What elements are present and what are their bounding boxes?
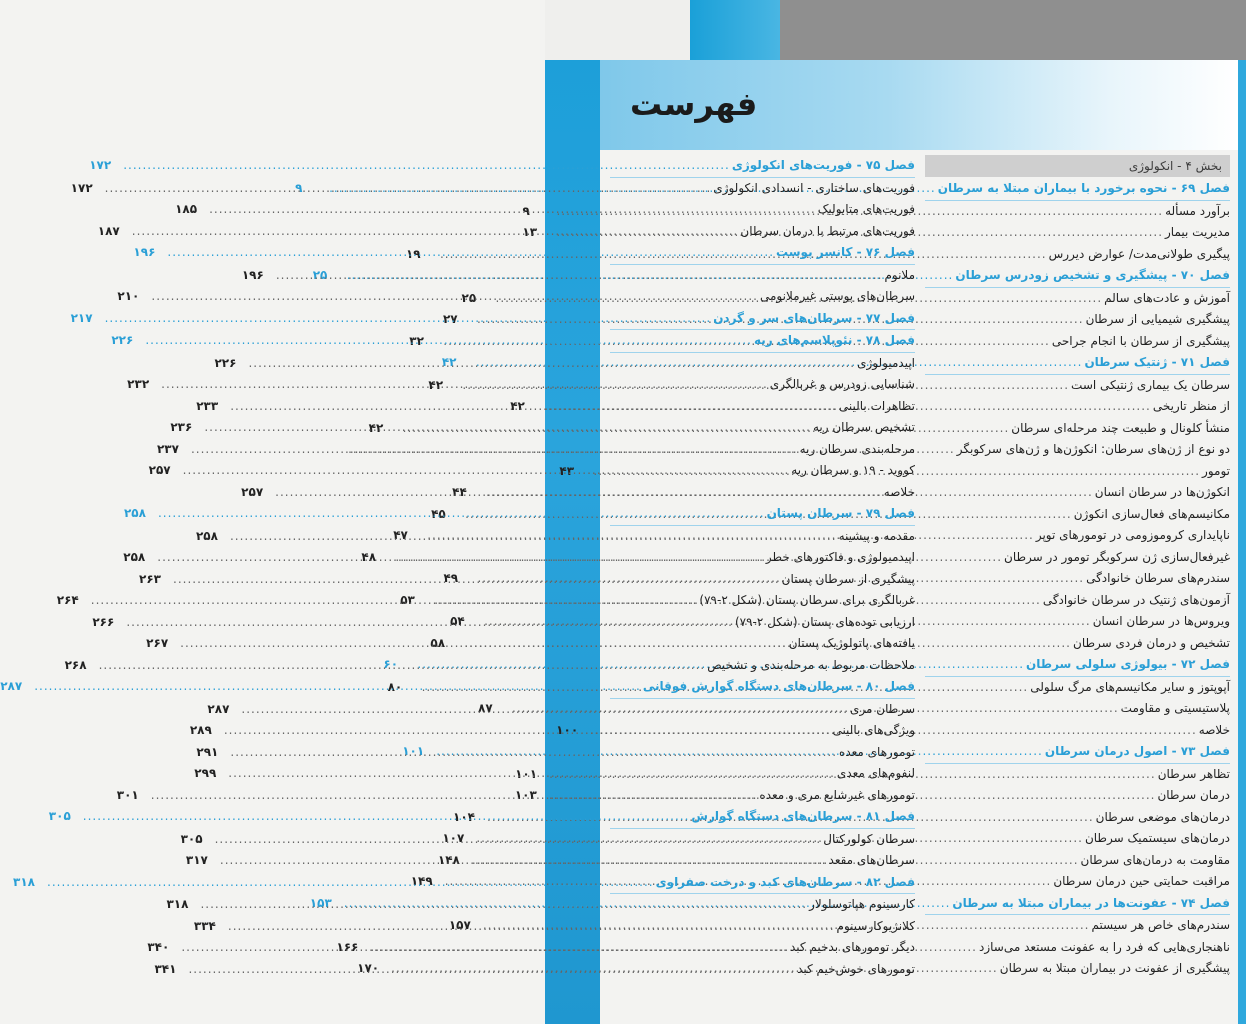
toc-entry-label: سرطان یک بیماری ژنتیکی است [1071, 377, 1230, 392]
toc-entry-label: پیگیری طولانی‌مدت/ عوارض دیررس [1048, 246, 1230, 261]
toc-page-number: ۴۲ [510, 399, 525, 413]
toc-page-number: ۱۷۲ [70, 180, 93, 195]
toc-chapter-row [133, 242, 915, 265]
toc-entry-label: فصل ۶۹ - نحوه برخورد با بیماران مبتلا به سرطان [937, 181, 1230, 195]
toc-page-number: ۲۲۶ [214, 355, 237, 370]
dot-leader [181, 937, 788, 959]
toc-entry-label: درمان سرطان [1157, 788, 1230, 802]
toc-entry-label: فصل ۷۶ - کانسر پوست [776, 245, 915, 259]
toc-entry-label: شناسایی زودرس و غربالگری [769, 377, 915, 391]
toc-page-number: ۳۰۱ [116, 787, 139, 802]
toc-page-number: ۳۱۸ [13, 874, 35, 889]
dot-leader [151, 286, 758, 308]
toc-entry-label: ناپایداری کروموزومی در تومورهای توپر [1035, 528, 1230, 542]
toc-page-number: ۲۶۶ [92, 614, 115, 629]
dot-leader [220, 850, 827, 872]
toc-page-number: ۲۵۷ [241, 484, 264, 499]
dot-leader [180, 633, 787, 655]
toc-entry-label: غربالگری برای سرطان پستان (شکل ۲-۷۹) [699, 593, 915, 607]
toc-page-number: ۲۳۷ [156, 441, 179, 456]
dot-leader [99, 655, 706, 677]
dot-leader [34, 676, 641, 698]
toc-entry-label: فوریت‌های متابولیک [817, 202, 915, 216]
toc-page-number: ۱۰۴ [453, 809, 476, 824]
toc-entry-label: تومورهای خوش‌خیم کبد [797, 961, 915, 976]
dot-leader [126, 612, 733, 634]
dot-leader [200, 894, 807, 916]
toc-entry-label: فصل ۸۰ - سرطان‌های دستگاه گوارش فوقانی [642, 679, 915, 693]
toc-page-number: ۴۲ [441, 355, 457, 369]
toc-page-number: ۴۹ [443, 571, 459, 585]
toc-page-number: ۵۸ [430, 635, 446, 650]
toc-entry-label: درمان‌های سیستمیک سرطان [1084, 831, 1230, 845]
toc-entry-label: پیشگیری شیمیایی از سرطان [1085, 312, 1230, 326]
toc-page-number: ۴۷ [393, 528, 408, 542]
dot-leader [215, 829, 822, 851]
toc-entry-label: دیگر تومورهای بدخیم کبد [789, 940, 915, 954]
dot-leader [132, 221, 739, 243]
page-corner [545, 0, 690, 60]
toc-page-number: ۲۵۸ [123, 506, 146, 520]
toc-chapter-row [89, 155, 915, 178]
toc-entry-label: آموزش و عادت‌های سالم [1104, 290, 1230, 305]
toc-page-number: ۵۳ [400, 592, 415, 607]
dot-leader [275, 482, 882, 504]
toc-page-number: ۱۵۳ [309, 895, 332, 910]
toc-page-number: ۹ [295, 181, 303, 195]
toc-entry-label: اپیدمیولوژی [857, 355, 915, 370]
toc-page-number: ۲۱۰ [117, 289, 140, 303]
toc-entry-label: آزمون‌های ژنتیک در سرطان خانوادگی [1042, 592, 1230, 607]
toc-page-number: ۲۹۱ [196, 744, 219, 759]
toc-entry-label: غیرفعال‌سازی ژن سرکوبگر تومور در سرطان [1004, 549, 1230, 564]
toc-entry-label: فوریت‌های ساختاری - انسدادی انکولوژی [713, 180, 915, 195]
toc-entry-label: سندرم‌های سرطان خانوادگی [1086, 571, 1230, 585]
page-title: فهرست [630, 85, 758, 123]
dot-leader [105, 178, 712, 200]
toc-page-number: ۸۷ [478, 701, 493, 715]
toc-page-number: ۳۲ [409, 333, 424, 348]
toc-entry-label: فصل ۷۹ - سرطان پستان [766, 506, 915, 520]
dot-leader [161, 374, 768, 396]
toc-page-number: ۱۹۶ [133, 245, 156, 259]
toc-entry-label: پیشگیری از سرطان پستان [781, 571, 915, 586]
toc-entry-label: ناهنجاری‌هایی که فرد را به عفونت مستعد می‌سازد [979, 939, 1230, 954]
dot-leader [241, 699, 848, 721]
dot-leader [91, 590, 698, 612]
toc-entry-label: سرطان مری [850, 701, 915, 716]
toc-page-number: ۲۳۳ [196, 398, 219, 413]
dot-leader [191, 439, 798, 461]
toc-page-number: ۱۹ [405, 246, 421, 261]
toc-page-number: ۱۷۰ [357, 961, 380, 975]
toc-entry-row [175, 199, 915, 221]
toc-page-number: ۴۲ [368, 420, 384, 435]
dot-leader [224, 720, 831, 742]
toc-entry-label: آپوپتوز و سایر مکانیسم‌های مرگ سلولی [1030, 679, 1230, 694]
toc-page-number: ۲۸۷ [207, 701, 230, 716]
toc-page-number: ۲۸۹ [189, 723, 212, 737]
toc-entry-label: فصل ۷۲ - بیولوژی سلولی سرطان [1026, 657, 1230, 671]
dot-leader [158, 503, 765, 525]
toc-page-number: ۴۸ [361, 549, 377, 564]
toc-page-number: ۳۱۷ [185, 853, 208, 867]
toc-entry-row [70, 178, 915, 200]
dot-leader [123, 155, 730, 177]
toc-entry-label: کارسینوم هپاتوسلولار [809, 897, 915, 911]
dot-leader [167, 242, 774, 264]
toc-page-number: ۲۷ [442, 312, 458, 326]
toc-page-number: ۴۲ [428, 377, 444, 392]
toc-entry-label: مقاومت به درمان‌های سرطان [1080, 852, 1230, 867]
toc-page-number: ۱۰۳ [514, 788, 537, 802]
toc-page-number: ۱۴۹ [410, 874, 433, 888]
toc-entry-label: پیشگیری از سرطان با انجام جراحی [1051, 333, 1230, 348]
toc-entry-label: فصل ۷۳ - اصول درمان سرطان [1044, 744, 1230, 758]
toc-page-number: ۲۵۷ [148, 463, 171, 477]
toc-page-number: ۱۰۱ [515, 766, 538, 781]
dot-leader [151, 785, 758, 807]
toc-page-number: ۴۴ [452, 485, 467, 499]
toc-entry-label: ارزیابی توده‌های پستان (شکل ۲-۷۹) [734, 614, 915, 629]
dot-leader [188, 959, 795, 981]
dot-leader [228, 916, 835, 938]
toc-entry-label: مکانیسم‌های فعال‌سازی انکوژن [1073, 506, 1230, 521]
toc-entry-label: پلاستیسیتی و مقاومت [1120, 701, 1230, 715]
toc-entry-label: فصل ۸۱ - سرطان‌های دستگاه گوارش [691, 809, 915, 823]
toc-entry-label: مدیریت بیمار [1165, 225, 1230, 239]
toc-entry-label: فصل ۷۱ - ژنتیک سرطان [1084, 355, 1230, 369]
toc-entry-label: مراقبت حمایتی حین درمان سرطان [1053, 874, 1230, 888]
toc-entry-label: از منظر تاریخی [1152, 399, 1230, 413]
toc-entry-row [207, 699, 915, 721]
toc-entry-label: لنفوم‌های معدی [836, 766, 915, 780]
toc-entry-label: تشخیص و درمان فردی سرطان [1073, 635, 1230, 650]
toc-entry-label: برآورد مسأله [1165, 203, 1230, 218]
toc-entry-label: مرحله‌بندی سرطان ریه [799, 441, 915, 456]
toc-page-number: ۲۳۶ [170, 420, 193, 434]
toc-page-number: ۴۵ [431, 506, 446, 521]
toc-page-number: ۳۴۱ [154, 961, 177, 976]
decorative-gray-block [780, 0, 1246, 60]
toc-page-number: ۲۲۶ [111, 333, 134, 347]
toc-page-number: ۲۵۸ [123, 550, 146, 564]
toc-entry-label: تومورهای غیرشایع مری و معده [759, 787, 915, 802]
toc-entry-label: فصل ۷۸ - نئوپلاسم‌های ریه [753, 333, 915, 347]
toc-page-number: ۶۰ [383, 657, 399, 671]
toc-page-number: ۱۷۲ [89, 158, 112, 172]
section-header: بخش ۴ - انکولوژی [925, 155, 1230, 177]
decorative-blue-block [690, 0, 780, 60]
toc-entry-row [925, 439, 1230, 461]
toc-page-number: ۲۵۸ [195, 528, 218, 543]
toc-entry-label: تومورهای معده [839, 744, 915, 759]
toc-page-number: ۳۰۵ [48, 809, 71, 823]
toc-entry-label: مقدمه و پیشینه [838, 528, 915, 543]
toc-page-number: ۲۶۷ [146, 636, 169, 650]
dot-leader [173, 569, 780, 591]
toc-page-number: ۹ [522, 203, 530, 218]
toc-entry-row [156, 439, 915, 461]
toc-page-number: ۳۳۴ [193, 918, 216, 933]
toc-entry-label: دو نوع از ژن‌های سرطان: انکوژن‌ها و ژن‌های سرکوبگر [956, 442, 1230, 456]
toc-page-number: ۳۱۸ [166, 897, 189, 911]
dot-leader [276, 265, 883, 287]
dot-leader [157, 547, 764, 569]
toc-page-number: ۱۶۶ [336, 939, 359, 954]
toc-entry-label: تظاهر سرطان [1157, 766, 1230, 781]
toc-page-number: ۲۸۷ [0, 679, 23, 693]
toc-page-number: ۱۰۷ [442, 831, 465, 845]
toc-entry-label: فوریت‌های مرتبط با درمان سرطان [740, 223, 915, 238]
toc-entry-label: ویژگی‌های بالینی [832, 723, 915, 737]
dot-leader [230, 742, 837, 764]
dot-leader [209, 199, 816, 221]
toc-entry-label: پیشگیری از عفونت در بیماران مبتلا به سرطان [999, 961, 1230, 975]
toc-page-number: ۱۸۷ [97, 223, 120, 238]
toc-page-number: ۳۴۰ [147, 940, 170, 954]
toc-entry-label: درمان‌های موضعی سرطان [1095, 809, 1230, 824]
dot-leader [228, 763, 835, 785]
toc-entry-label: ملاحظات مربوط به مرحله‌بندی و تشخیص [707, 657, 915, 672]
toc-page-number: ۲۹۹ [194, 766, 217, 780]
toc-page-number: ۲۶۳ [139, 571, 162, 586]
toc-page-number: ۱۰۰ [556, 722, 579, 737]
toc-page-number: ۸۰ [387, 679, 403, 694]
toc-entry-label: خلاصه [1198, 722, 1230, 737]
dot-leader [248, 353, 855, 375]
toc-page-number: ۱۵۷ [448, 918, 471, 932]
toc-entry-label: یافته‌های پاتولوژیک پستان [788, 636, 915, 650]
toc-entry-label: خلاصه [883, 484, 915, 499]
toc-chapter-row [0, 676, 915, 699]
toc-page-number: ۲۵ [461, 290, 477, 305]
dot-leader [145, 330, 752, 352]
toc-entry-label: ملانوم [884, 267, 915, 282]
toc-entry-label: سرطان‌های مقعد [828, 853, 915, 867]
toc-entry-label: فصل ۷۴ - عفونت‌ها در بیماران مبتلا به سرطان [952, 895, 1230, 910]
toc-entry-label: سرطان‌های پوستی غیرملانومی [760, 289, 915, 303]
dot-leader [47, 872, 654, 894]
toc-page-number: ۱۸۵ [175, 202, 198, 216]
toc-page-number: ۱۰۱ [402, 744, 425, 758]
dot-leader [83, 806, 690, 828]
toc-page-number: ۲۵ [312, 268, 328, 282]
toc-page-number: ۱۹۶ [241, 267, 264, 282]
toc-page-number: ۲۶۴ [56, 593, 79, 607]
dot-leader [105, 308, 712, 330]
toc-entry-label: منشأ کلونال و طبیعت چند مرحله‌ای سرطان [1011, 420, 1230, 435]
dot-leader [230, 526, 837, 548]
toc-entry-label: تشخیص سرطان ریه [812, 420, 915, 434]
toc-page-number: ۳۰۵ [180, 831, 203, 846]
toc-entry-label: ویروس‌ها در سرطان انسان [1092, 614, 1230, 628]
toc-page-number: ۱۴۸ [437, 852, 460, 867]
toc-entry-label: فصل ۷۷ - سرطان‌های سر و گردن [713, 310, 915, 325]
toc-entry-label: فصل ۷۰ - پیشگیری و تشخیص زودرس سرطان [955, 268, 1230, 282]
toc-entry-label: سرطان کولورکتال [823, 831, 915, 846]
toc-entry-label: تظاهرات بالینی [838, 398, 915, 413]
dot-leader [204, 417, 811, 439]
dot-leader [183, 460, 790, 482]
toc-page-number: ۲۳۲ [127, 377, 150, 391]
toc-entry-label: تومور [1202, 463, 1230, 478]
toc-entry-label: اپیدمیولوژی و فاکتورهای خطر [765, 550, 915, 564]
toc-entry-label: فصل ۸۲ - سرطان‌های کبد و درخت صفراوی [655, 874, 915, 889]
dot-leader [230, 396, 837, 418]
toc-entry-label: سندرم‌های خاص هر سیستم [1091, 918, 1230, 932]
toc-page-number: ۴۳ [559, 463, 575, 478]
toc-page-number: ۱۳ [522, 225, 538, 239]
toc-page-number: ۲۶۸ [64, 657, 87, 672]
toc-page-number: ۵۴ [450, 614, 465, 628]
toc-entry-label: فصل ۷۵ - فوریت‌های انکولوژی [731, 158, 915, 172]
right-margin-bar [1238, 60, 1246, 1024]
toc-entry-label: کووید - ۱۹ و سرطان ریه [791, 463, 915, 477]
toc-entry-label: انکوژن‌ها در سرطان انسان [1094, 485, 1230, 499]
toc-page-number: ۲۱۷ [70, 310, 93, 325]
toc-entry-label: کلانژیوکارسینوم [836, 918, 915, 933]
